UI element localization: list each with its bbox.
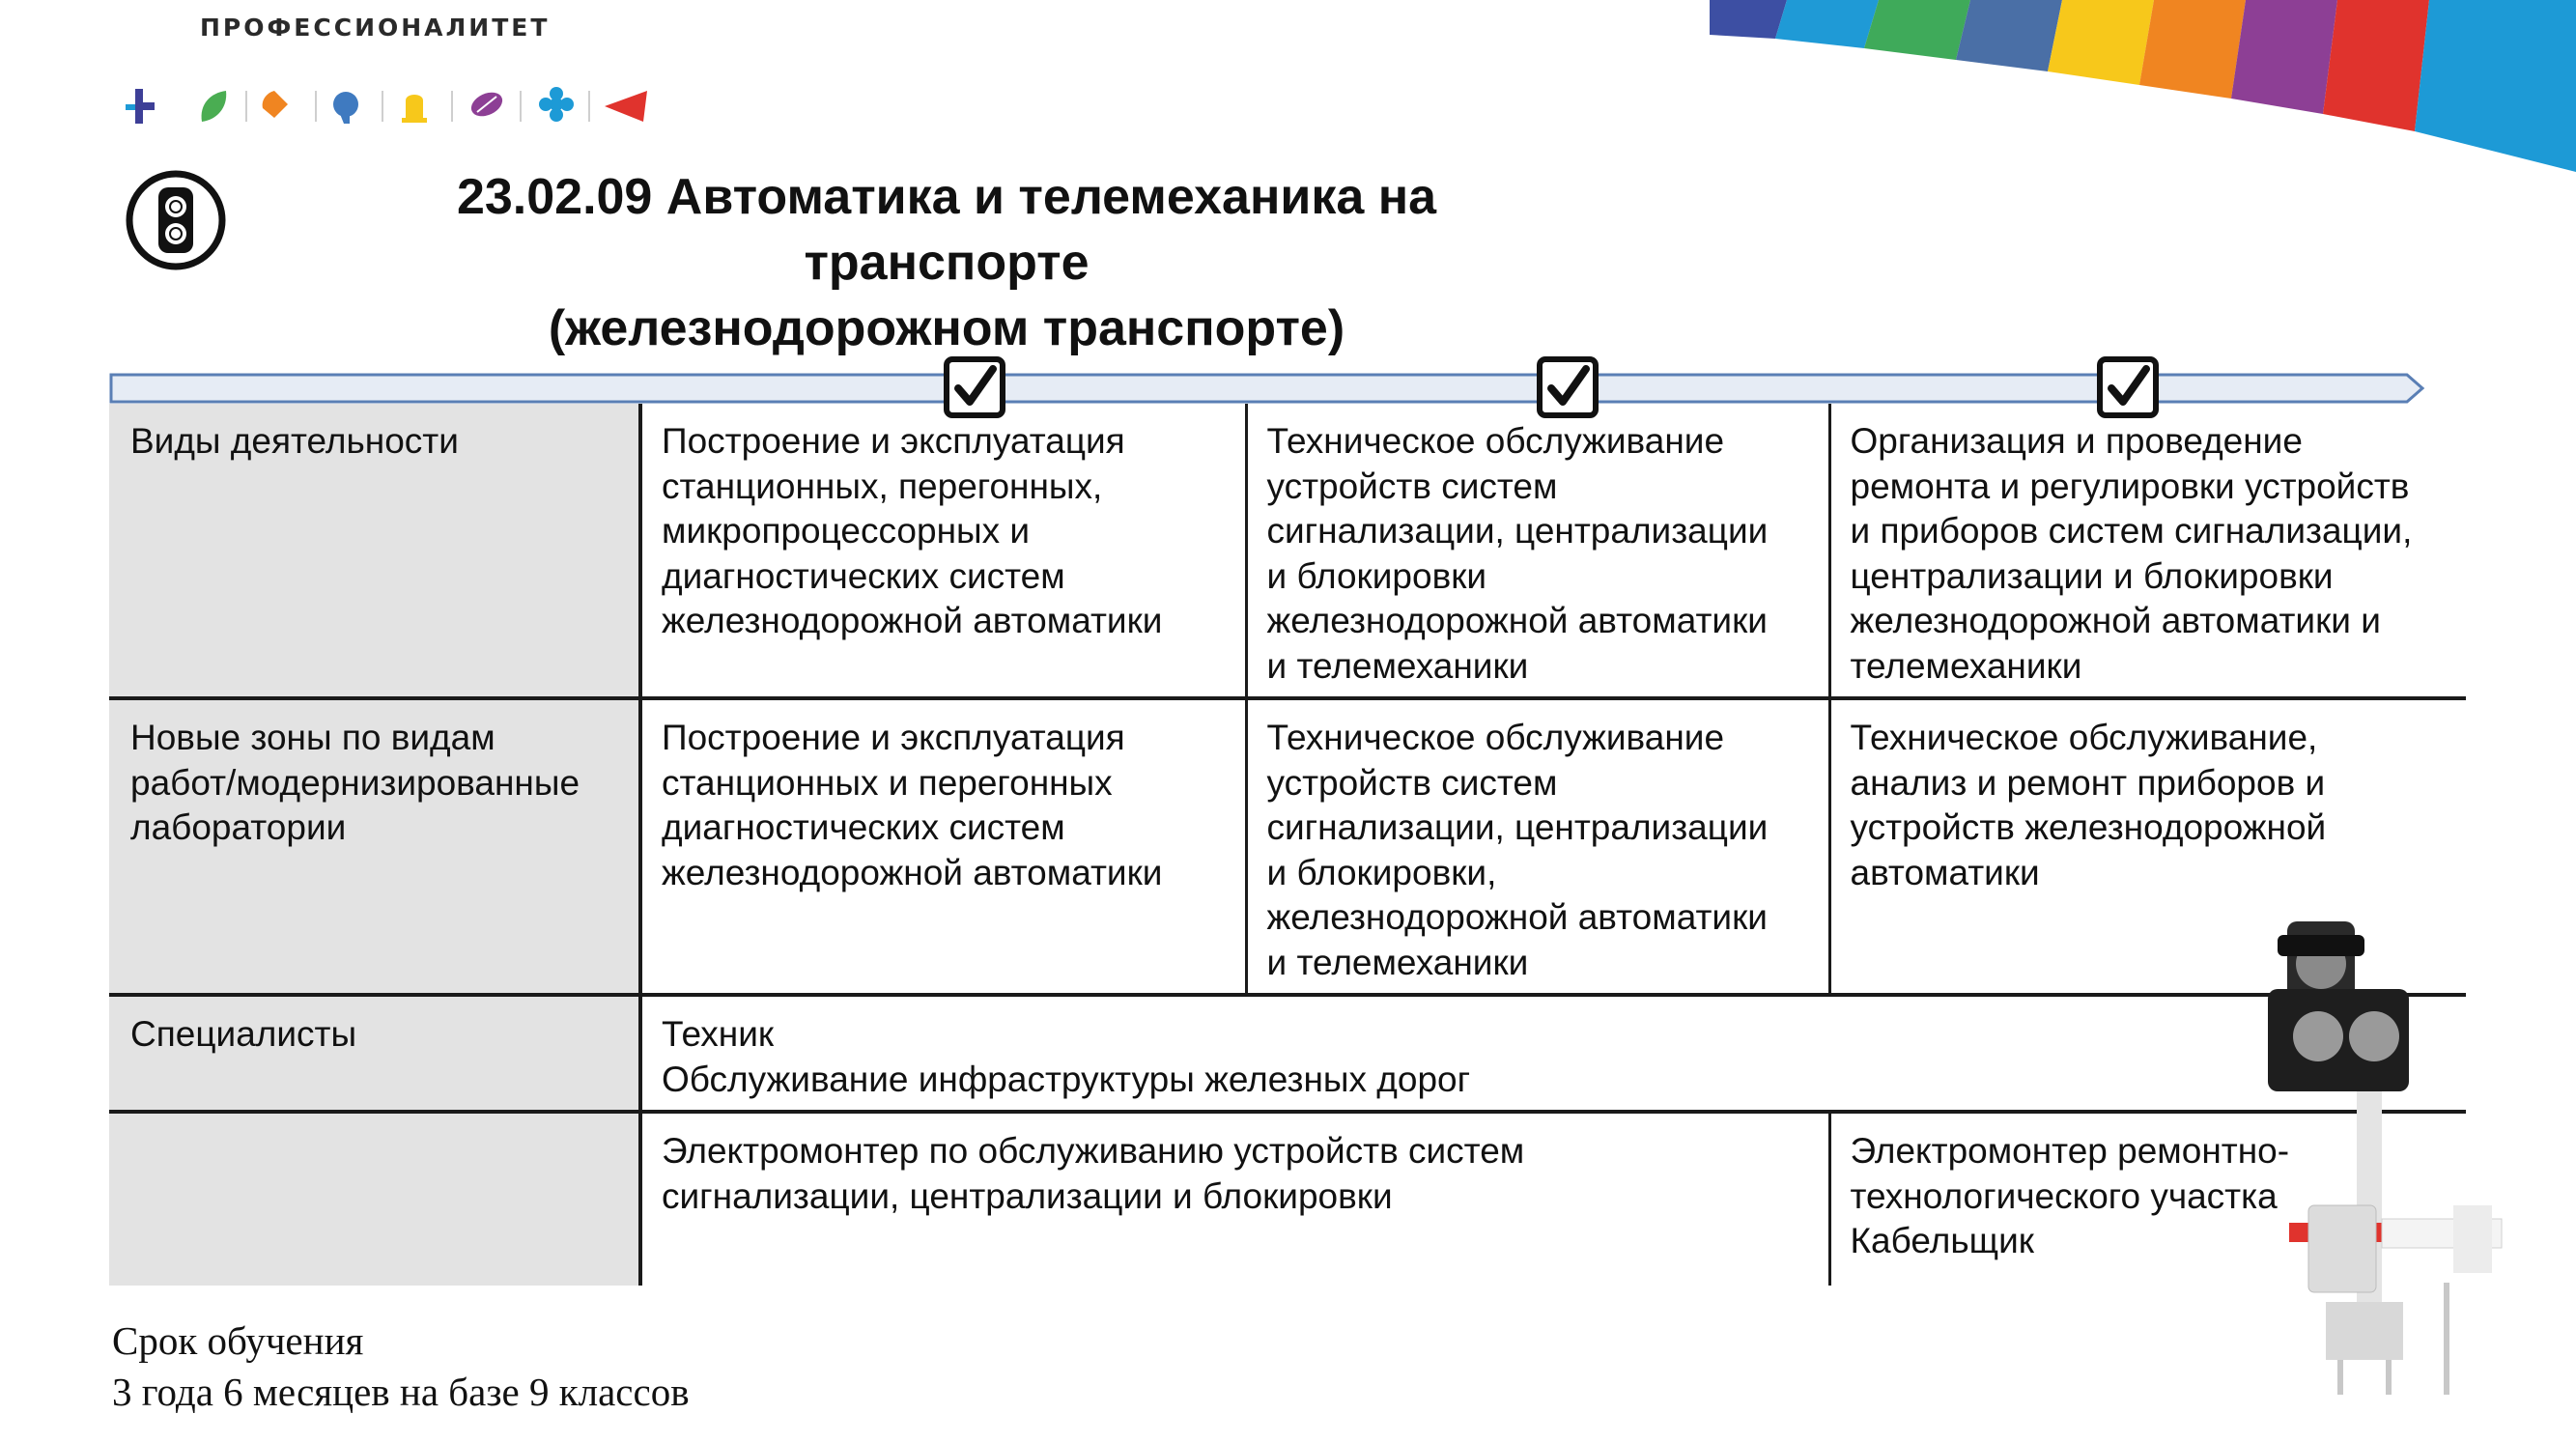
table-cell: Техническое обслуживание устройств систем сигнализации, централизации и блокировки, железнодорожной автоматики и телемеханики: [1246, 698, 1829, 995]
traffic-light-logo-icon: [126, 170, 226, 270]
table-cell: Организация и проведение ремонта и регулировки устройств и приборов систем сигнализации, централизации и блокировки железнодорожной автоматики и телемеханики: [1829, 404, 2466, 698]
page-title: [319, 164, 1574, 361]
brand-logo-text: ПРОФЕССИОНАЛИТЕТ: [200, 14, 551, 42]
row-label: Виды деятельности: [109, 404, 640, 698]
cross-icon: [126, 89, 155, 124]
decorative-color-stripes: [1710, 0, 2576, 172]
petal-icon: [467, 88, 506, 121]
row-label: Новые зоны по видам работ/модернизированные лаборатории: [109, 698, 640, 995]
duration-value: 3 года 6 месяцев на базе 9 классов: [112, 1370, 690, 1414]
row-label: [109, 1112, 640, 1286]
table-cell: Техническое обслуживание, анализ и ремонт приборов и устройств железнодорожной автоматики: [1829, 698, 2466, 995]
title-line-1: 23.02.09 Автоматика и телемеханика на транспорте: [456, 169, 1437, 291]
bell-icon: [402, 95, 427, 123]
row-label: Специалисты: [109, 995, 640, 1112]
duration-label: Срок обучения: [112, 1318, 364, 1363]
flower-icon: [539, 87, 574, 122]
leaf-icon: [202, 91, 227, 122]
drop-icon: [263, 91, 288, 118]
table-cell-wide: Техник Обслуживание инфраструктуры железных дорог: [640, 995, 2466, 1112]
table-cell: Техническое обслуживание устройств систем сигнализации, централизации и блокировки железнодорожной автоматики и телемеханики: [1246, 404, 1829, 698]
table-row: [109, 698, 2466, 995]
table-cell: Электромонтер ремонтно- технологического участка Кабельщик: [1850, 1131, 2290, 1260]
table-cell: Построение и эксплуатация станционных, перегонных, микропроцессорных и диагностических систем железнодорожной автоматики: [640, 404, 1246, 698]
table-row: [109, 404, 2466, 698]
program-table: [109, 404, 2466, 1286]
table-row: [109, 1112, 2466, 1286]
study-duration: [112, 1315, 690, 1418]
table-row: [109, 995, 2466, 1112]
brand-icons-row: [122, 83, 676, 129]
triangle-icon: [605, 91, 647, 122]
gear-icon: [333, 92, 358, 124]
traffic-light-illustration: [2164, 916, 2540, 1395]
title-line-2: (железнодорожном транспорте): [548, 300, 1345, 356]
table-cell: Построение и эксплуатация станционных и перегонных диагностических систем железнодорожной автоматики: [640, 698, 1246, 995]
table-cell-wide: Электромонтер по обслуживанию устройств систем сигнализации, централизации и блокировки: [640, 1112, 1829, 1286]
